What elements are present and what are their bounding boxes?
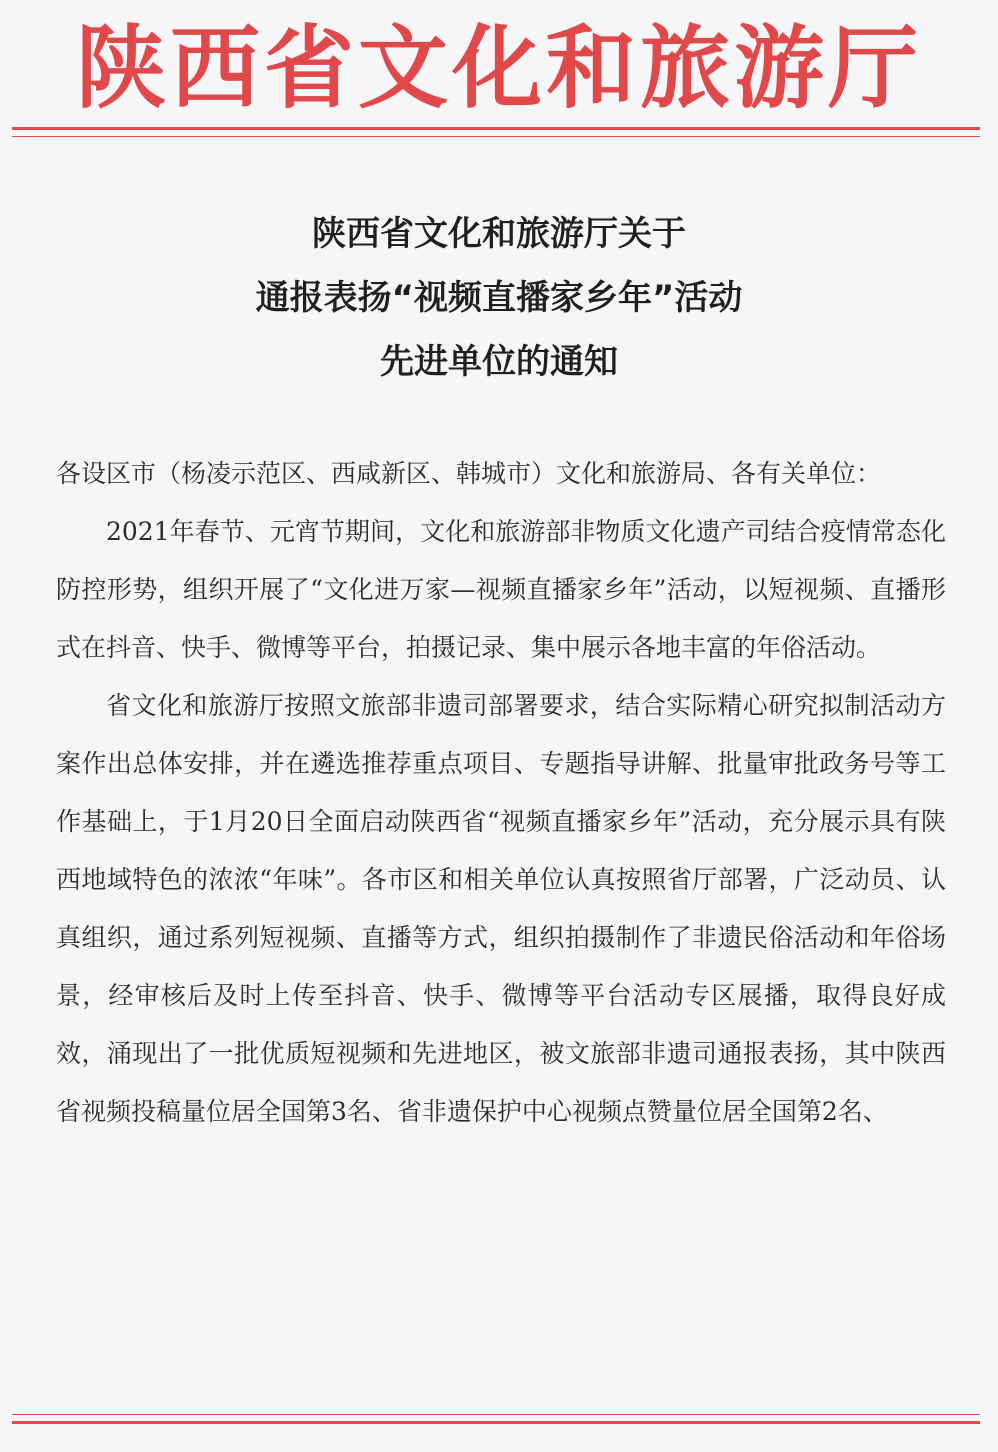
document-title-line-2: 通报表扬“视频直播家乡年”活动 [255,278,743,318]
footer-rule-thin [12,1414,980,1415]
letterhead-rule-thin [12,136,980,137]
footer-rule-thick [12,1421,980,1424]
document-title-line-1: 陕西省文化和旅游厅关于 [312,214,686,254]
letterhead-title: 陕西省文化和旅游厅 [76,16,922,121]
document-title [0,202,998,394]
salutation: 各设区市（杨凌示范区、西咸新区、韩城市）文化和旅游局、各有关单位： [56,459,882,488]
paragraph-2: 省文化和旅游厅按照文旅部非遗司部署要求，结合实际精心研究拟制活动方案作出总体安排，并在遴选推荐重点项目、专题指导讲解、批量审批政务号等工作基础上，于1月20日全面启动陕西省“视频直播家乡年”活动，充分展示具有陕西地域特色的浓浓“年味”。各市区和相关单位认真按照省厅部署，广泛动员、认真组织，通过系列短视频、直播等方式，组织拍摄制作了非遗民俗活动和年俗场景，经审核后及时上传至抖音、快手、微博等平台活动专区展播，取得良好成效，涌现出了一批优质短视频和先进地区，被文旅部非遗司通报表扬，其中陕西省视频投稿量位居全国第3名、省非遗保护中心视频点赞量位居全国第2名、 [56,691,946,1126]
document-body [56,445,946,1141]
letterhead [0,14,998,124]
letterhead-rule-thick [12,127,980,130]
document-title-line-3: 先进单位的通知 [380,342,618,382]
paragraph-1: 2021年春节、元宵节期间，文化和旅游部非物质文化遗产司结合疫情常态化防控形势，组织开展了“文化进万家—视频直播家乡年”活动，以短视频、直播形式在抖音、快手、微博等平台，拍摄记录、集中展示各地丰富的年俗活动。 [56,517,946,662]
